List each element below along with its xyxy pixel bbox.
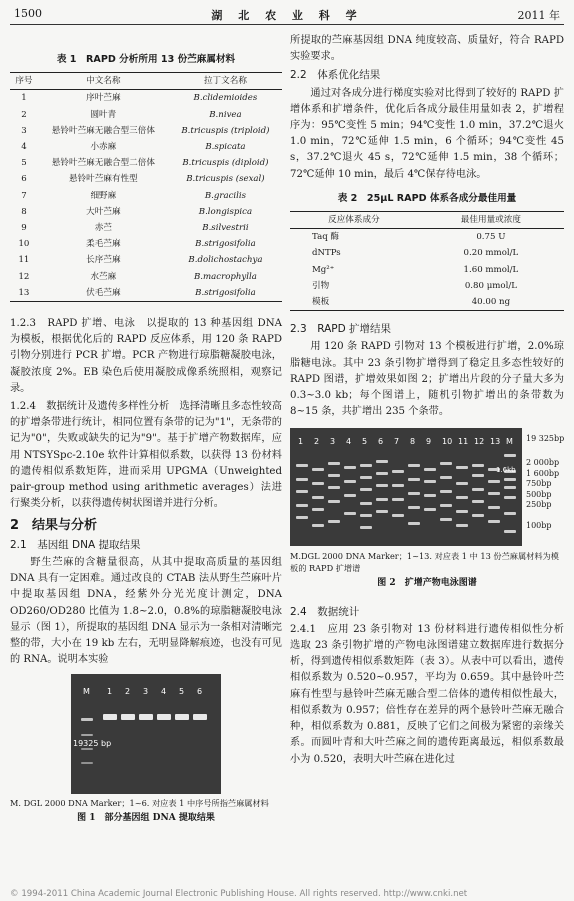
gel-band <box>408 506 420 509</box>
table2-header-cell: 反应体系成分 <box>328 215 380 226</box>
fig2-lane-label: 6 <box>378 437 384 447</box>
table1-row <box>10 188 282 204</box>
gel-band <box>328 474 340 477</box>
gel-band <box>376 510 388 513</box>
gel-band <box>296 516 308 519</box>
gel-band <box>376 484 388 487</box>
table1-cell: 5 <box>21 158 27 169</box>
gel-band <box>456 466 468 469</box>
table1-cell: 悬铃叶苎麻无融合型三倍体 <box>51 125 155 136</box>
table1-header-cell: 序号 <box>15 76 33 87</box>
gel-band <box>504 512 516 515</box>
table1-cell: B.strigosifolia <box>195 287 256 298</box>
table2-cell: 引物 <box>312 280 330 291</box>
figure-2-gel <box>290 428 522 546</box>
fig2-lane-label: 9 <box>426 437 432 447</box>
figure-1-gel <box>71 674 221 794</box>
fig2-lane-label: M <box>506 437 513 447</box>
gel-band <box>456 496 468 499</box>
figure-2-caption: M.DGL 2000 DNA Marker；1~13. 对应表 1 中 13 份苎麻属材料为模板的 RAPD 扩增谱 <box>290 551 559 574</box>
table1-cell: B.spicata <box>205 142 246 153</box>
table1-cell: 2 <box>21 109 27 120</box>
table2-cell: Taq 酶 <box>312 232 340 243</box>
gel-band <box>472 488 484 491</box>
table1-cell: 长序苎麻 <box>86 255 121 266</box>
table1-cell: 悬铃叶苎麻无融合型二倍体 <box>51 158 155 169</box>
gel-band <box>296 504 308 507</box>
gel-band <box>312 482 324 485</box>
fig1-lane-label: 2 <box>125 687 131 697</box>
table1-cell: 8 <box>21 206 27 217</box>
gel-band <box>472 500 484 503</box>
figure-1-title: 图 1 部分基因组 DNA 提取结果 <box>77 813 215 824</box>
gel-band <box>121 714 135 720</box>
fig2-marker: 19 325bp <box>526 434 565 444</box>
table1-cell: 伏毛苎麻 <box>86 287 121 298</box>
table1-row <box>10 90 282 107</box>
fig1-lane-label: 6 <box>197 687 203 697</box>
table1-cell: 6 <box>21 174 27 185</box>
table1-cell: 4 <box>21 142 27 153</box>
table1-cell: 13 <box>18 287 30 298</box>
table1-cell: 细野麻 <box>90 190 117 201</box>
gel-band <box>360 502 372 505</box>
fig2-inset-label: 1.6kb <box>496 466 516 475</box>
table1-row <box>10 171 282 187</box>
fig2-lane-label: 12 <box>474 437 485 447</box>
table1-cell: B.longispica <box>198 206 253 217</box>
table1-row <box>10 252 282 268</box>
fig2-marker-labels <box>526 434 566 531</box>
table2-body <box>290 229 564 311</box>
header-rule <box>10 24 564 25</box>
table1-cell: 序叶苎麻 <box>86 93 121 104</box>
gel-band <box>328 462 340 465</box>
section-2-1-heading: 2.1 基因组 DNA 提取结果 <box>10 538 141 551</box>
fig2-lane-label: 11 <box>458 437 469 447</box>
section-2-4-heading: 2.4 数据统计 <box>290 605 360 618</box>
gel-band <box>456 510 468 513</box>
fig2-marker: 1 600bp <box>526 468 560 478</box>
table1-row <box>10 204 282 220</box>
gel-band <box>440 518 452 521</box>
table1-cell: 大叶苎麻 <box>86 206 121 217</box>
gel-band <box>157 714 171 720</box>
gel-band <box>360 464 372 467</box>
gel-band <box>328 520 340 523</box>
gel-band <box>312 524 324 527</box>
table1-body <box>10 90 282 302</box>
copyright-footer: © 1994-2011 China Academic Journal Electronic Publishing House. All rights reserved. http://www.cnki.net <box>10 889 468 899</box>
table1-row <box>10 139 282 155</box>
gel-band <box>408 492 420 495</box>
running-header <box>0 4 574 24</box>
gel-band <box>312 508 324 511</box>
table1-cell: 9 <box>21 223 27 234</box>
section-2-2-heading: 2.2 体系优化结果 <box>290 69 381 82</box>
gel-band <box>440 504 452 507</box>
gel-band <box>440 476 452 479</box>
gel-band <box>376 460 388 463</box>
gel-band <box>488 506 500 509</box>
table2-row <box>290 245 564 261</box>
gel-band <box>392 470 404 473</box>
fig2-lane-label: 10 <box>442 437 453 447</box>
table1-cell: 赤苎 <box>94 223 112 234</box>
table1-cell: 悬铃叶苎麻有性型 <box>68 174 138 185</box>
section-2-3-text: 用 120 条 RAPD 引物对 13 个模板进行扩增，2.0%琼脂糖电泳。其中 23 条引物扩增得到了稳定且多态性较好的 RAPD 图谱，扩增效果如图 2；扩增出片段的分子量大多为 0.3~3.0 kb；每个图谱上，随机引物扩增出的条带数为 8~15 条，共扩增出 235 个条带。 <box>290 341 564 418</box>
table2-row <box>290 278 564 294</box>
table1-caption: 表 1 RAPD 分析所用 13 份苎麻属材料 <box>56 54 236 65</box>
table1-cell: B.silvestrii <box>202 223 249 234</box>
gel-band <box>328 500 340 503</box>
fig2-lane-label: 4 <box>346 437 352 447</box>
fig1-marker-label: 19325 bp <box>73 739 112 749</box>
table1-cell: B.tricuspis (triploid) <box>181 125 270 136</box>
table2-row <box>290 262 564 278</box>
year: 2011 年 <box>517 9 560 22</box>
table2-cell: 0.75 U <box>476 232 506 243</box>
table1-cell: 11 <box>18 255 30 266</box>
table1-header-cell: 中文名称 <box>86 76 121 87</box>
table1-cell: B.dolichostachya <box>188 255 263 266</box>
gel-band <box>408 464 420 467</box>
section-2-3-heading: 2.3 RAPD 扩增结果 <box>290 323 392 336</box>
fig1-lane-label: 4 <box>161 687 167 697</box>
gel-band <box>488 480 500 483</box>
table2-cell: 模板 <box>312 297 330 308</box>
table1-cell: 1 <box>21 93 27 104</box>
gel-band <box>472 514 484 517</box>
table1-cell: 圆叶青 <box>90 109 117 120</box>
fig2-lane-label: 2 <box>314 437 320 447</box>
gel-band <box>376 498 388 501</box>
gel-band <box>504 454 516 457</box>
gel-band <box>103 714 117 720</box>
gel-band <box>344 512 356 515</box>
gel-band <box>440 490 452 493</box>
table2-cell: 0.80 μmol/L <box>464 280 517 291</box>
section-1-2-4: 1.2.4 数据统计及遗传多样性分析 选择清晰且多态性较高的扩增条带进行统计，相同位置有条带的记为"1"，无条带的记为"0"，失败或缺失的记为"9"。基于扩增产物数据库，应用 NTSYSpc-2.10e 软件计算相似系数，以获得 13 份材料的遗传相似系数矩阵，进而采用 UPGMA（Unweighted pair-group method using arithmetic averages）法进行聚类分析，以获得遗传树状图谱并进行分析。 <box>10 401 282 510</box>
table2-cell: 40.00 ng <box>471 297 511 308</box>
table1-cell: 3 <box>21 125 27 136</box>
table2-header-cell: 最佳用量或浓度 <box>460 215 521 226</box>
table2-cell: 0.20 mmol/L <box>463 248 519 259</box>
fig2-lane-label: 5 <box>362 437 368 447</box>
table1-row <box>10 220 282 236</box>
gel-band <box>392 498 404 501</box>
fig1-lane-label: 5 <box>179 687 185 697</box>
section-2-heading: 2 结果与分析 <box>10 518 98 534</box>
fig1-lane-label: 3 <box>143 687 149 697</box>
table1-row <box>10 269 282 285</box>
gel-band <box>81 718 93 721</box>
table1-row <box>10 236 282 252</box>
gel-band <box>504 530 516 533</box>
section-1-2-3: 1.2.3 RAPD 扩增、电泳 以提取的 13 种基因组 DNA 为模板，根据优化后的 RAPD 反应体系，用 120 条 RAPD 引物分别进行 PCR 扩增。PCR 产物进行琼脂糖凝胶电泳，凝胶浓度 2%。EB 染色后使用凝胶成像系统照相，观察记录。 <box>10 318 282 394</box>
fig2-marker: 2 000bp <box>526 458 560 468</box>
table1-row <box>10 155 282 171</box>
gel-band <box>504 478 516 481</box>
section-2-2-text: 通过对各成分进行梯度实验对比得到了较好的 RAPD 扩增体系和扩增条件，优化后各成分最佳用量如表 2，扩增程序为：95℃变性 5 min；94℃变性 1.0 min，37.2℃退火 1.0 min，72℃延伸 1.5 min，6 个循环；94℃变性 45 s，37.2℃退火 45 s，72℃延伸 1.5 min，38 个循环；72℃延伸 10 min，最后 4℃保存待电泳。 <box>290 87 564 180</box>
gel-band <box>408 522 420 525</box>
gel-band <box>193 714 207 720</box>
gel-band <box>424 468 436 471</box>
figure-2 <box>290 428 564 546</box>
table1-cell: B.strigosifolia <box>195 239 256 250</box>
table1-header-cell: 拉丁文名称 <box>203 76 247 87</box>
table1-cell: B.macrophylla <box>193 271 257 282</box>
gel-band <box>312 496 324 499</box>
journal-title: 湖 北 农 业 科 学 <box>211 9 363 22</box>
gel-band <box>360 476 372 479</box>
gel-band <box>488 492 500 495</box>
gel-band <box>488 520 500 523</box>
gel-band <box>440 462 452 465</box>
gel-band <box>424 508 436 511</box>
table1-cell: B.tricuspis (diploid) <box>182 158 269 169</box>
section-2-1-text: 野生苎麻的含糖量很高，从其中提取高质量的基因组 DNA 具有一定困难。通过改良的 CTAB 法从野生苎麻叶片中提取基因组 DNA，经紫外分光光度计测定，DNA OD260/OD280 比值为 1.8~2.0，0.8%的琼脂糖凝胶电泳显示（图 1），所提取的基因组 DNA 显示为一条相对清晰完整的带，大小在 19 kb 左右，无明显降解痕迹，也没有可见的 RNA。说明本实验 <box>10 556 282 666</box>
table1-cell: 10 <box>18 239 30 250</box>
fig2-lane-label: 1 <box>298 437 304 447</box>
table2-header-row <box>290 212 564 229</box>
fig1-lane-label: M <box>83 687 90 697</box>
table1-row <box>10 123 282 139</box>
table1 <box>10 72 282 302</box>
table1-cell: 水苎麻 <box>90 271 117 282</box>
gel-band <box>392 484 404 487</box>
figure-2-title: 图 2 扩增产物电泳图谱 <box>377 578 477 589</box>
page-number: 1500 <box>14 7 42 20</box>
gel-band <box>139 714 153 720</box>
gel-band <box>456 482 468 485</box>
gel-band <box>344 494 356 497</box>
gel-band <box>344 480 356 483</box>
table2-cell: dNTPs <box>312 248 341 259</box>
table1-cell: B.clidemioides <box>193 93 258 104</box>
section-2-4-1-text: 2.4.1 应用 23 条引物对 13 份材料进行遗传相似性分析 选取 23 条引物扩增的产物电泳图谱建立数据库进行数据分析，得到遗传相似系数矩阵（表 3）。从表中可以看出，遗传相似系数为 0.520~0.957，平均为 0.659。其中悬铃叶苎麻有性型与悬铃叶苎麻无融合型二倍体的遗传相似性最大，相似系数为 0.957；倍性存在差异的两个悬铃叶苎麻无融合种，相似系数为 0.881，反映了它们之间极为紧密的亲缘关系。而圆叶青和大叶苎麻之间的遗传距离最远，相似系数最小为 0.520，表明大叶苎麻在进化过 <box>290 623 574 765</box>
left-column <box>10 48 282 827</box>
gel-band <box>424 480 436 483</box>
gel-band <box>175 714 189 720</box>
table2-cell: Mg²⁺ <box>312 264 335 275</box>
gel-band <box>81 762 93 764</box>
table1-row <box>10 107 282 123</box>
fig2-marker: 750bp <box>526 479 552 489</box>
table1-row <box>10 285 282 302</box>
gel-band <box>360 488 372 491</box>
gel-band <box>456 524 468 527</box>
gel-band <box>424 494 436 497</box>
gel-band <box>296 464 308 467</box>
table1-cell: 柔毛苎麻 <box>86 239 121 250</box>
figure-1-caption: M. DGL 2000 DNA Marker；1~6. 对应表 1 中序号所指苎麻属材料 <box>10 798 269 809</box>
table2-caption: 表 2 25μL RAPD 体系各成分最佳用量 <box>337 192 517 204</box>
gel-band <box>360 526 372 529</box>
table1-cell: B.gracilis <box>204 190 247 201</box>
fig2-lane-label: 7 <box>394 437 400 447</box>
fig2-marker: 500bp <box>526 489 552 499</box>
gel-band <box>328 486 340 489</box>
fig1-lane-label: 1 <box>107 687 113 697</box>
table1-cell: 小赤麻 <box>90 142 117 153</box>
gel-band <box>504 496 516 499</box>
gel-band <box>504 486 516 489</box>
fig2-lane-label: 13 <box>490 437 501 447</box>
gel-band <box>472 474 484 477</box>
gel-band <box>408 478 420 481</box>
fig2-lane-label: 8 <box>410 437 416 447</box>
table1-header-row <box>10 73 282 90</box>
table2-row <box>290 294 564 311</box>
table1-cell: 12 <box>18 271 30 282</box>
table1-cell: B.nivea <box>209 109 242 120</box>
gel-band <box>296 490 308 493</box>
table1-cell: B.tricuspis (sexal) <box>186 174 265 185</box>
continuation-text: 所提取的苎麻基因组 DNA 纯度较高、质量好，符合 RAPD 实验要求。 <box>290 35 564 63</box>
gel-band <box>296 478 308 481</box>
gel-band <box>312 468 324 471</box>
table2-cell: 1.60 mmol/L <box>463 264 519 275</box>
table1-cell: 7 <box>21 190 27 201</box>
fig2-marker: 250bp <box>526 500 552 510</box>
fig2-marker: 100bp <box>526 521 552 531</box>
gel-band <box>344 466 356 469</box>
right-column <box>290 33 574 768</box>
gel-band <box>392 514 404 517</box>
gel-band <box>472 464 484 467</box>
table2-row <box>290 229 564 246</box>
gel-band <box>360 514 372 517</box>
table2 <box>290 211 564 311</box>
fig2-lane-label: 3 <box>330 437 336 447</box>
gel-band <box>376 472 388 475</box>
